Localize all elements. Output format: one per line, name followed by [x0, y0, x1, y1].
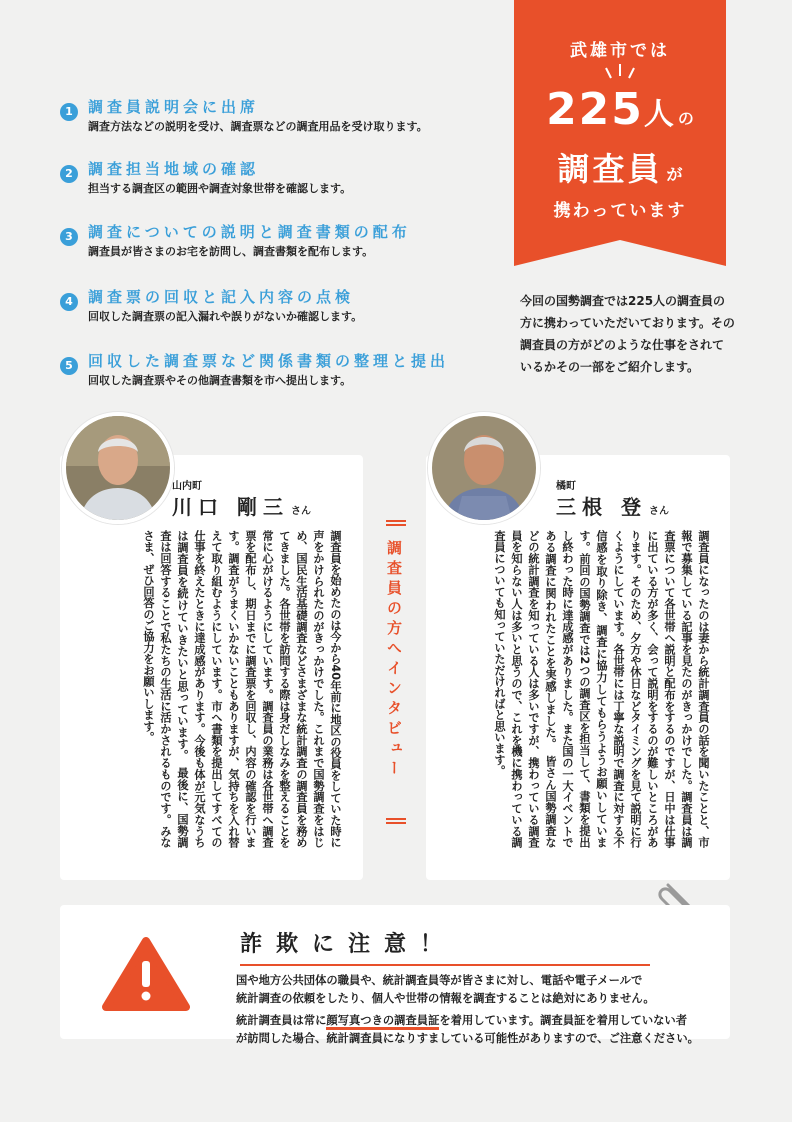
badge-number: 225: [546, 84, 644, 135]
step-title: 調査員説明会に出席: [88, 98, 260, 116]
interview-title: 調査員の方へインタビュー: [385, 540, 403, 780]
step-desc: 調査員が皆さまのお宅を訪問し、調査書類を配布します。: [88, 245, 374, 258]
warning-line3: [236, 1012, 687, 1030]
step-3: [60, 221, 500, 265]
step-desc: 回収した調査票やその他調査書類を市へ提出します。: [88, 374, 352, 387]
badge-count-line: [514, 84, 726, 135]
title-divider-top: [386, 520, 406, 526]
warning-title: 詐欺に注意！: [240, 932, 457, 957]
step-1: [60, 96, 500, 140]
step-number: 2: [60, 165, 78, 183]
warning-triangle-icon: [102, 935, 190, 1013]
person2-name-text: 三根 登: [556, 495, 647, 519]
warning-highlight: 顔写真つきの調査員証: [326, 1014, 439, 1030]
badge-line1: 武雄市では: [570, 41, 670, 61]
person1-area: 山内町: [172, 481, 202, 492]
step-desc: 担当する調査区の範囲や調査対象世帯を確認します。: [88, 182, 352, 195]
warning-line3-end: を着用しています。調査員証を着用していない者: [439, 1014, 688, 1027]
badge-unit: 人: [643, 97, 674, 132]
person1-name-text: 川口 剛三: [172, 495, 289, 519]
warning-line4: が訪問した場合、統計調査員になりすましている可能性がありますので、ご注意ください。: [236, 1032, 699, 1045]
person1-photo: [62, 412, 174, 524]
person2-name: [556, 491, 669, 520]
warning-line2: 統計調査の依頼をしたり、個人や世帯の情報を調査することは絶対にありません。: [236, 992, 655, 1005]
person2-honorific: さん: [648, 506, 669, 517]
investigator-count-badge: [514, 0, 726, 266]
person-avatar-icon: [66, 416, 170, 520]
step-2: [60, 158, 500, 202]
intro-text: 今回の国勢調査では225人の調査員の方に携わっていただいております。その調査員の方がどのような仕事をされているかその一部をご紹介します。: [520, 294, 735, 374]
person2-area: 橘町: [556, 481, 576, 492]
warning-title-underline: [240, 964, 650, 966]
person1-honorific: さん: [290, 506, 311, 517]
badge-role-line: [514, 144, 726, 190]
step-number: 3: [60, 228, 78, 246]
step-desc: 回収した調査票の記入漏れや誤りがないか確認します。: [88, 310, 363, 323]
step-number: 4: [60, 293, 78, 311]
person1-text: 調査員を始めたのは今から40年前に地区の役員をしていた時に声をかけられたのがきっかけでした。これまで国勢調査をはじめ、国民生活基礎調査などさまざまな統計調査の調査員を務めてきました。各世帯を訪問する際は身だしなみを整えることを常に心がけるようにしています。調査員の業務は各世帯へ調査票を配布し、期日までに調査票を回収し、内容の確認を行います。調査がうまくいかないこともありますが、気持ちを入れ替えて取り組むようにしています。市へ書類を提出してすべての仕事を終えたときに達成感があります。今後も体が元気なうちは調査員を続けていきたいと思っています。 最後に、国勢調査は回答することで私たちの生活に活かされるものです。みなさま、ぜひ回答のご協力をお願いします。: [142, 530, 342, 848]
person2-text: 調査員になったのは妻から統計調査員の話を聞いたことと、市報で募集している記事を見たのがきっかけでした。調査員は調査票について各世帯へ説明と配布をするのですが、日中は仕事に出ている方が多く、会って説明をするのが難しいところがあります。そのため、夕方や休日などタイミングを見て説明に行くようにしています。各世帯には丁寧な説明で調査に対する不信感を取り除き、調査に協力してもらうようお願いしています。前回の国勢調査では2つの調査区を担当して、書類を提出し終わった時に達成感がありました。また国の一大イベントである調査に関われたことを実感しました。 皆さん国勢調査などの統計調査を知っている人は多いですが、携わっている調査員を知らない人は多いと思うので、これを機に携わっている調査員についても知っていただければと思います。: [493, 530, 710, 848]
warning-line1: 国や地方公共団体の職員や、統計調査員等が皆さまに対し、電話や電子メールで: [236, 974, 643, 987]
badge-role: 調査員: [557, 150, 663, 188]
person2-photo: [428, 412, 540, 524]
person-avatar-icon: [432, 416, 536, 520]
step-title: 調査担当地域の確認: [88, 160, 260, 178]
step-title: 調査票の回収と記入内容の点検: [88, 288, 355, 306]
badge-particle: が: [666, 165, 683, 184]
step-desc: 調査方法などの説明を受け、調査票などの調査用品を受け取ります。: [88, 120, 428, 133]
step-5: [60, 350, 500, 394]
warning-line3-start: 統計調査員は常に: [236, 1014, 327, 1027]
badge-line4: 携わっています: [553, 201, 687, 221]
title-divider-bottom: [386, 818, 406, 824]
step-4: [60, 286, 500, 330]
step-title: 回収した調査票など関係書類の整理と提出: [88, 352, 450, 370]
step-number: 5: [60, 357, 78, 375]
step-title: 調査についての説明と調査書類の配布: [88, 223, 411, 241]
badge-particle: の: [677, 109, 694, 128]
person1-name: [172, 491, 311, 520]
step-number: 1: [60, 103, 78, 121]
fraud-warning-box: [60, 905, 730, 1045]
